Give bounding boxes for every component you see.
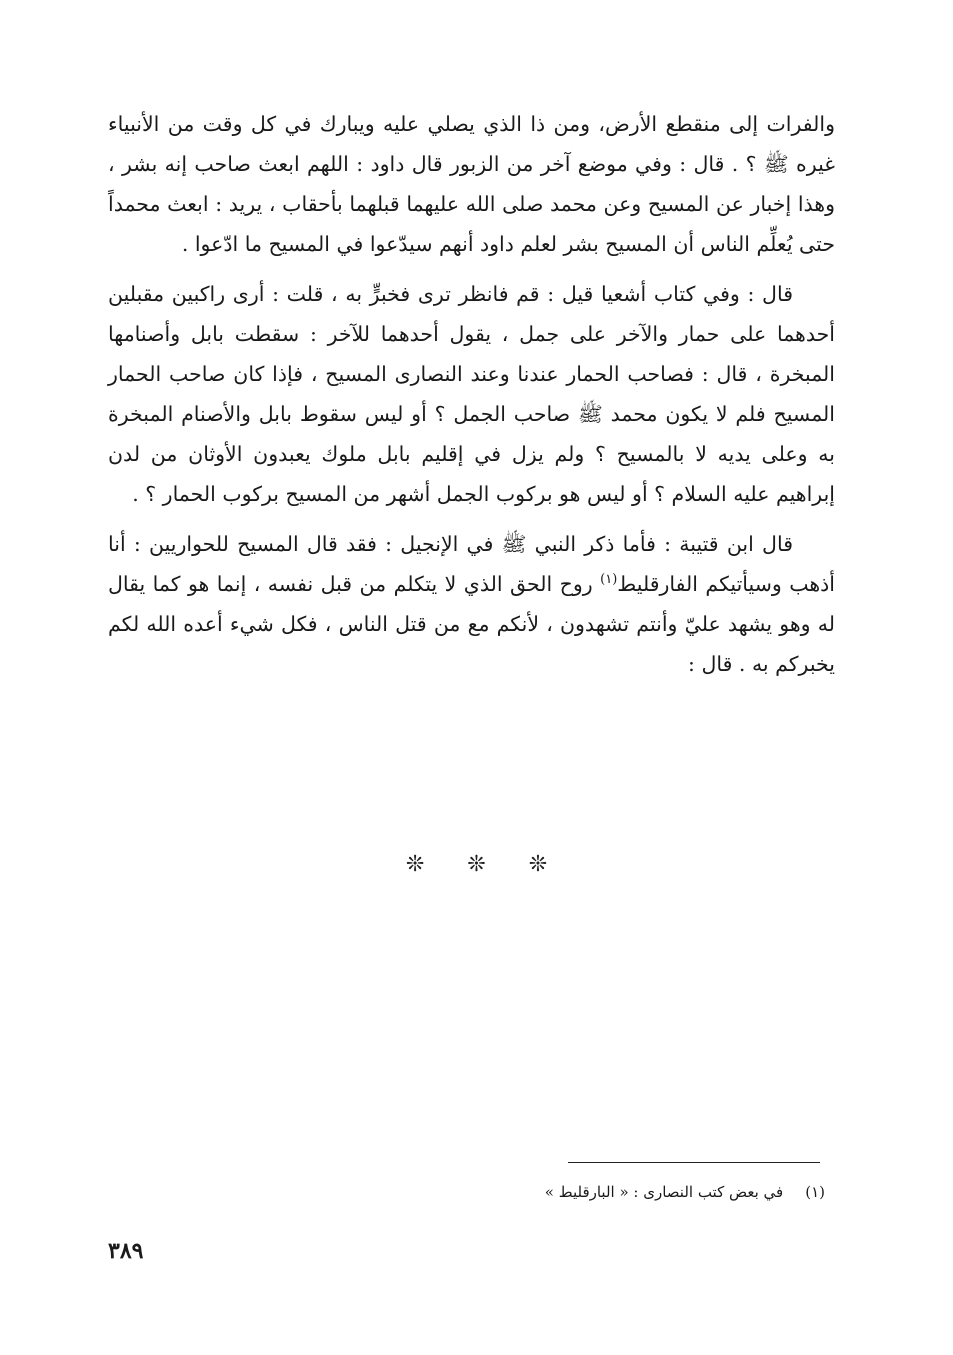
footnote-divider — [568, 1162, 820, 1163]
page-number: ٣٨٩ — [108, 1238, 144, 1264]
main-text — [108, 104, 835, 684]
separator-star-icon: ❊ — [528, 852, 548, 877]
separator-star-icon: ❊ — [467, 852, 486, 877]
footnote-number: (١) — [805, 1183, 825, 1201]
footnote — [325, 1180, 825, 1204]
paragraph-3 — [108, 524, 835, 684]
paragraph-2: قال : وفي كتاب أشعيا قيل : قم فانظر ترى فخبرٍّ به ، قلت : أرى راكبين مقبلين أحدهما على حمار والآخر على جمل ، يقول أحدهما للآخر : سقطت بابل وأصنامها المبخرة ، قال : فصاحب الحمار عندنا وعند النصارى المسيح ، فإذا كان صاحب الحمار المسيح فلم لا يكون محمد ﷺ صاحب الجمل ؟ أو ليس سقوط بابل والأصنام المبخرة به وعلى يديه لا بالمسيح ؟ ولم يزل في إقليم بابل ملوك يعبدون الأوثان من لدن إبراهيم عليه السلام ؟ أو ليس هو بركوب الجمل أشهر من المسيح بركوب الحمار ؟ . — [108, 282, 835, 506]
section-separator — [0, 852, 953, 877]
separator-star-icon: ❊ — [405, 852, 425, 877]
paragraph-3-after: روح الحق الذي لا يتكلم من قبل نفسه ، إنما هو كما يقال له وهو يشهد عليّ وأنتم تشهدون ، لأنكم مع من قتل الناس ، فكل شيء أعده الله لكم يخبركم به . قال : — [108, 572, 835, 676]
paragraph-1: والفرات إلى منقطع الأرض، ومن ذا الذي يصلي عليه ويبارك في كل وقت من الأنبياء غيره ﷺ ؟ . قال : وفي موضع آخر من الزبور قال داود : اللهم ابعث صاحب إنه بشر ، وهذا إخبار عن المسيح وعن محمد صلى الله عليهما قبلهما بأحقاب ، يريد : ابعث محمداً حتى يُعلِّم الناس أن المسيح بشر لعلم داود أنهم سيدّعوا في المسيح ما ادّعوا . — [108, 112, 835, 256]
footnote-reference: (١) — [600, 572, 618, 588]
footnote-text: في بعض كتب النصارى : « البارقليط » — [544, 1183, 784, 1201]
paragraph-3-before: قال ابن قتيبة : فأما ذكر النبي ﷺ في الإنجيل : فقد قال المسيح للحواريين : أنا أذهب وسيأتيكم الفارقليط — [108, 532, 835, 596]
